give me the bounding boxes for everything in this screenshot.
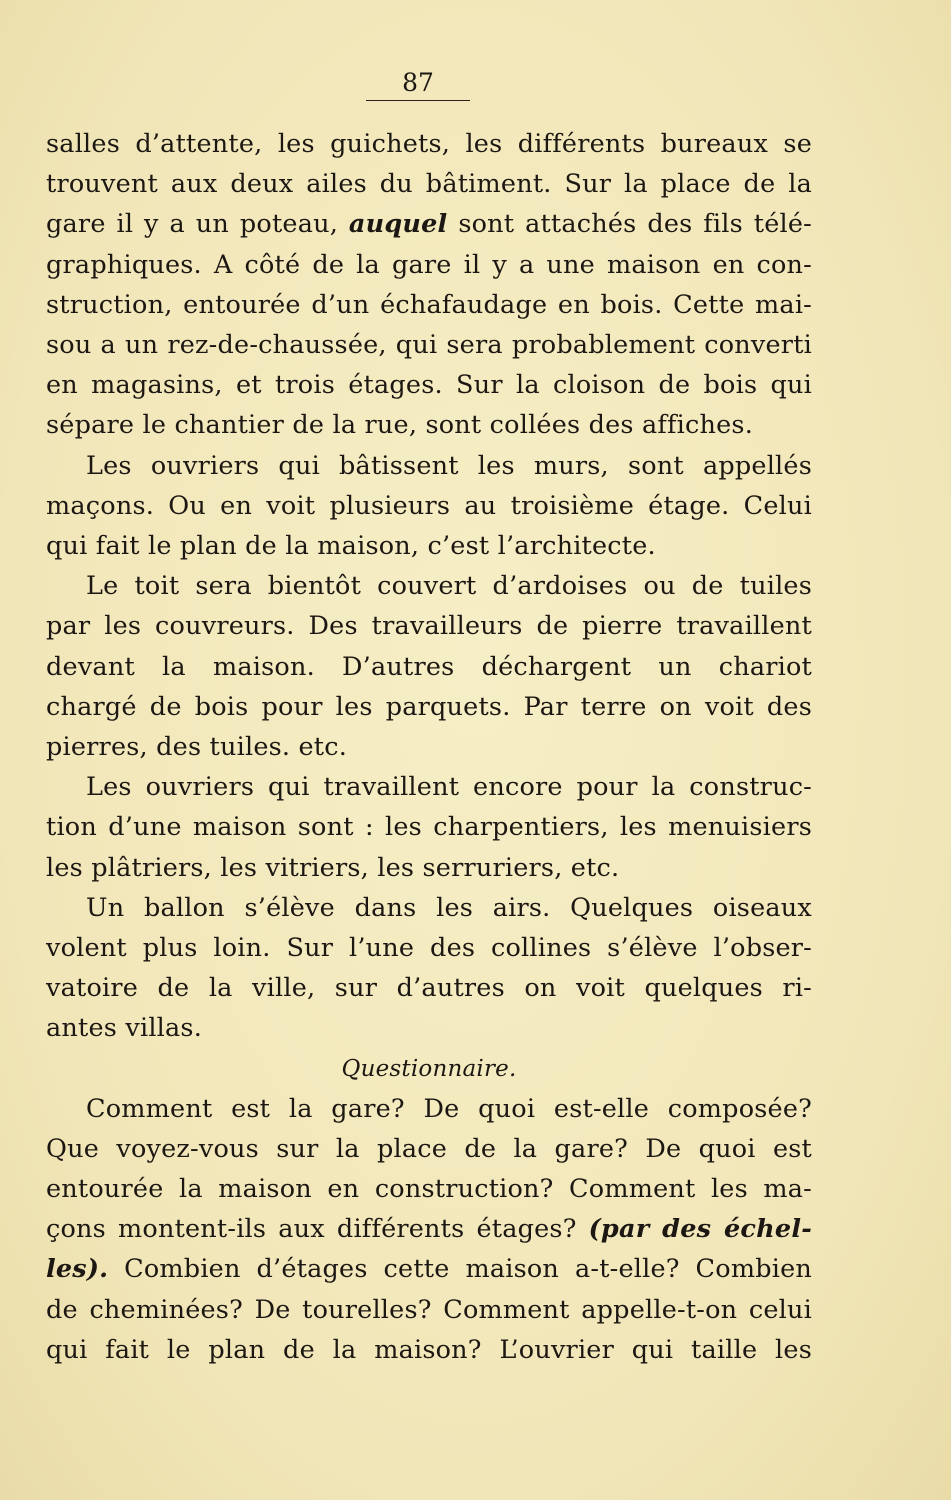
text-line: qui fait le plan de la maison? L’ouvrier qui taille les [46, 1334, 812, 1365]
text-line: graphiques. A côté de la gare il y a une maison en con- [46, 249, 812, 280]
emphasized-phrase: (par des échel- [588, 1214, 812, 1245]
text-line: tion d’une maison sont : les charpentiers, les menuisiers [46, 812, 812, 843]
paragraph-1 [46, 124, 812, 446]
body-text [46, 124, 812, 1370]
text-line: Le toit sera bientôt couvert d’ardoises ou de tuiles [86, 571, 812, 602]
text-line: volent plus loin. Sur l’une des collines s’élève l’obser- [46, 933, 812, 964]
paragraph-6 [46, 1089, 812, 1370]
paragraph-2 [46, 446, 812, 567]
section-heading: Questionnaire. [341, 1055, 517, 1082]
text-line: Les ouvriers qui bâtissent les murs, sont appellés [86, 450, 812, 481]
text-line: struction, entourée d’un échafaudage en bois. Cette mai- [46, 289, 812, 320]
text-line: de cheminées? De tourelles? Comment appelle-t-on celui [46, 1294, 812, 1325]
text-line: antes villas. [46, 1013, 203, 1044]
text-line: Comment est la gare? De quoi est-elle composée? [86, 1093, 812, 1124]
text-line: maçons. Ou en voit plusieurs au troisième étage. Celui [46, 490, 812, 521]
text-line: sépare le chantier de la rue, sont collées des affiches. [46, 410, 754, 441]
text-line: entourée la maison en construction? Comment les ma- [46, 1174, 812, 1205]
text-line: en magasins, et trois étages. Sur la cloison de bois qui [46, 370, 812, 401]
text-line: par les couvreurs. Des travailleurs de pierre travaillent [46, 611, 812, 642]
text-segment: gare il y a un poteau, [46, 209, 349, 240]
text-line: Les ouvriers qui travaillent encore pour la construc- [86, 772, 812, 803]
text-line: trouvent aux deux ailes du bâtiment. Sur la place de la [46, 169, 812, 200]
text-line: Que voyez-vous sur la place de la gare? De quoi est [46, 1133, 812, 1164]
text-line: sou a un rez-de-chaussée, qui sera probablement converti [46, 330, 812, 361]
text-segment: çons montent-ils aux différents étages? [46, 1214, 589, 1245]
text-line: qui fait le plan de la maison, c’est l’architecte. [46, 531, 656, 562]
text-segment: Combien d’étages cette maison a-t-elle? Combien [108, 1254, 812, 1285]
text-line: salles d’attente, les guichets, les différents bureaux se [46, 129, 812, 159]
paragraph-3 [46, 566, 812, 767]
text-line [46, 204, 812, 244]
text-line: devant la maison. D’autres déchargent un chariot [46, 651, 812, 682]
text-line: chargé de bois pour les parquets. Par terre on voit des [46, 691, 812, 722]
text-line: Un ballon s’élève dans les airs. Quelques oiseaux [86, 892, 812, 923]
text-segment: sont attachés des fils télé- [447, 209, 812, 240]
text-line: pierres, des tuiles. etc. [46, 732, 348, 763]
paragraph-5 [46, 888, 812, 1049]
text-line [46, 1209, 812, 1249]
text-line: les plâtriers, les vitriers, les serruriers, etc. [46, 852, 620, 883]
text-line [46, 1249, 812, 1289]
paragraph-4 [46, 767, 812, 888]
page-number: 87 [366, 68, 470, 101]
emphasized-phrase: les). [46, 1254, 109, 1285]
emphasized-word: auquel [348, 209, 448, 240]
text-line: vatoire de la ville, sur d’autres on voit quelques ri- [46, 973, 812, 1004]
